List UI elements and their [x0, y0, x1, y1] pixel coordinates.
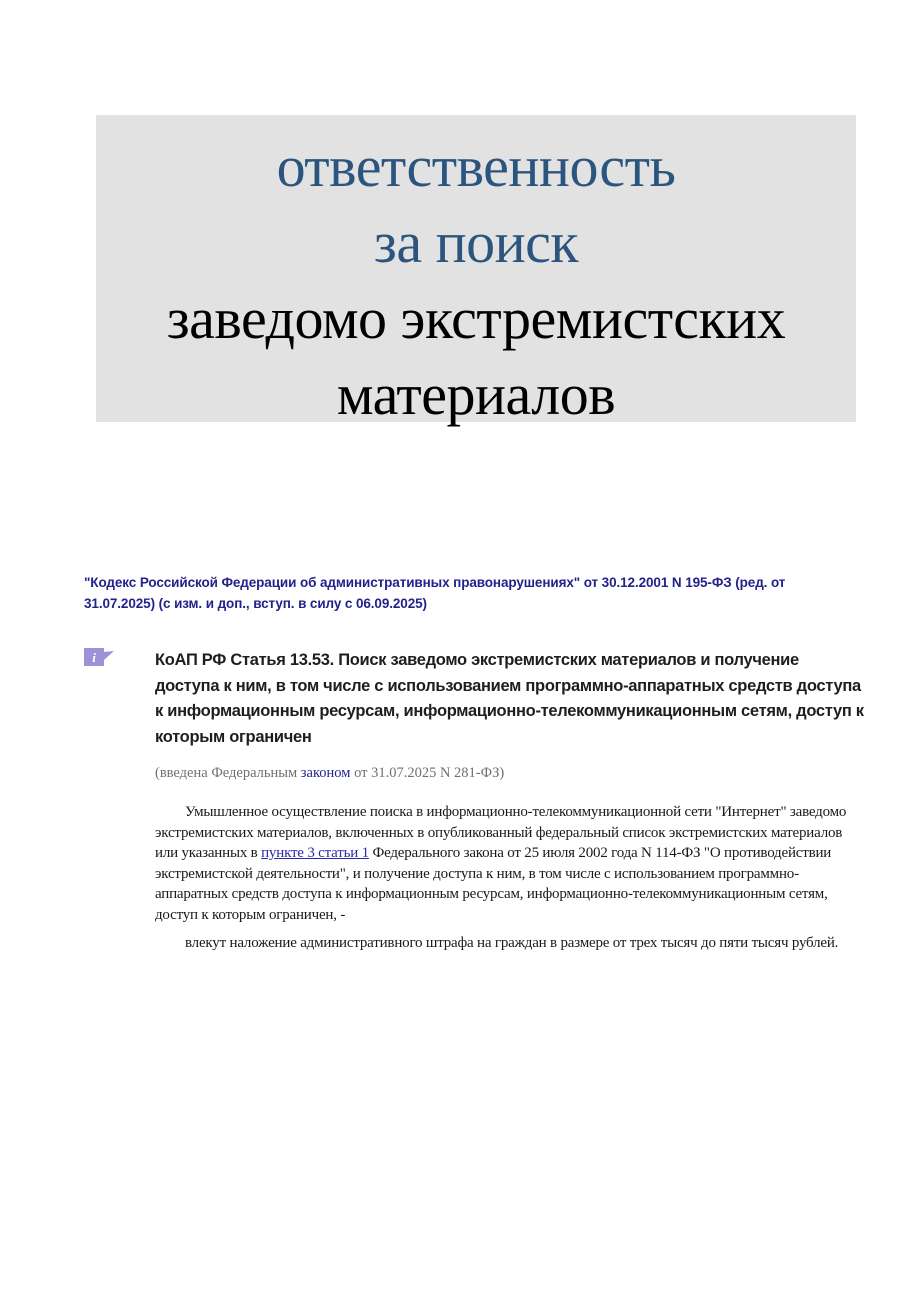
amendment-suffix: от 31.07.2025 N 281-ФЗ) [350, 765, 505, 781]
source-reference: "Кодекс Российской Федерации об административных правонарушениях" от 30.12.2001 N 195-ФЗ (ред. от 31.07.2025) (с изм. и доп., вступ. в силу с 06.09.2025) [84, 575, 786, 611]
title-line-4: материалов [336, 362, 616, 427]
article-paragraph-sanction: влекут наложение административного штрафа на граждан в размере от трех тысяч до пяти тысяч рублей. [185, 935, 839, 951]
info-comment-icon[interactable] [84, 648, 114, 666]
amendment-note [155, 763, 855, 783]
title-line-3: заведомо экстремистских [166, 286, 786, 351]
amendment-law-link[interactable]: законом [300, 765, 351, 781]
article-paragraph-disposition [155, 802, 865, 925]
paragraph-text-before-link: Умышленное осуществление поиска в информационно-телекоммуникационной сети "Интернет" заведомо экстремистских материалов, включенных в опубликованный федеральный список экстремистских материалов или указанных в [155, 804, 847, 861]
paragraph-text-after-link: Федерального закона от 25 июля 2002 года N 114-ФЗ "О противодействии экстремистской деятельности", и получение доступа к ним, в том числе с использованием программно-аппаратных средств доступа к информационным ресурсам, информационно-телекоммуникационным сетям, доступ к которым ограничен, - [155, 845, 832, 923]
title-banner [96, 115, 856, 427]
law-reference-link[interactable]: пункте 3 статьи 1 [261, 845, 369, 861]
article-body [155, 802, 865, 954]
article-title: КоАП РФ Статья 13.53. Поиск заведомо экстремистских материалов и получение доступа к ним, в том числе с использованием программно-аппаратных средств доступа к информационным ресурсам, информационно-телекоммуникационным сетям, доступ к которым ограничен [155, 651, 864, 746]
title-line-2: за поиск [373, 210, 579, 275]
amendment-prefix: (введена Федеральным [155, 765, 301, 781]
svg-text:i: i [92, 650, 96, 665]
title-line-1: ответственность [276, 134, 676, 199]
